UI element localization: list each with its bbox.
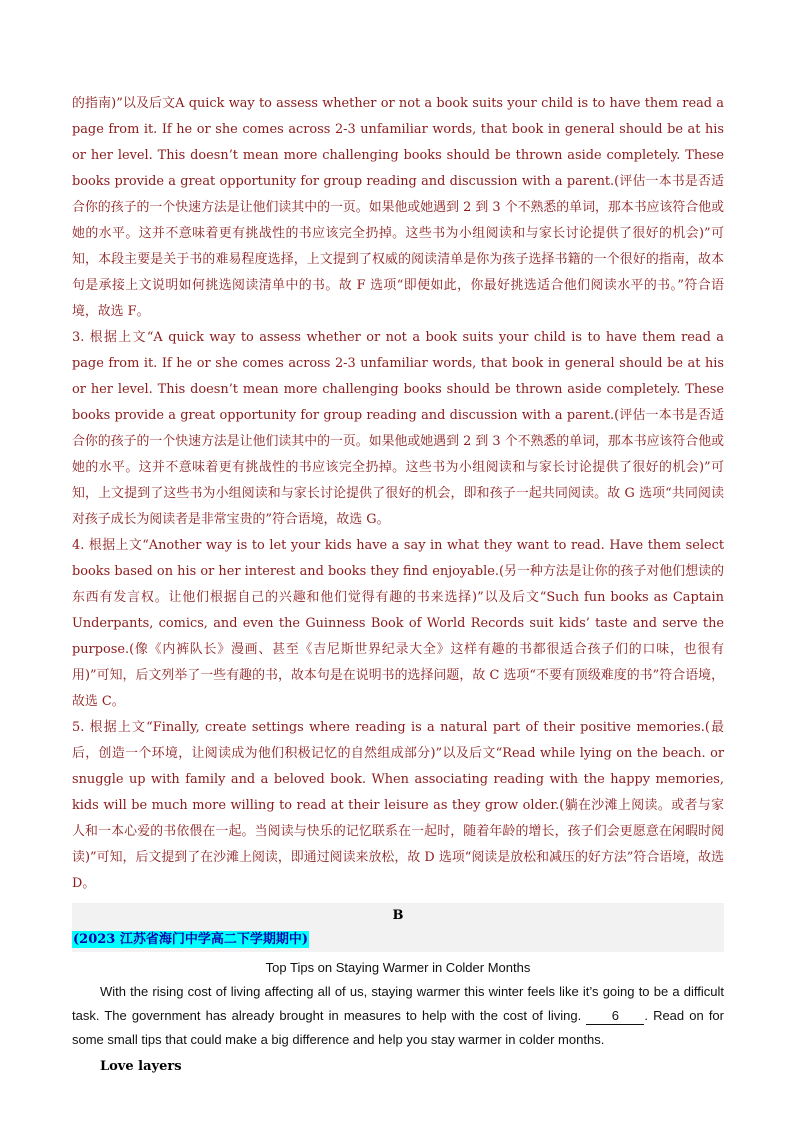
explanation-paragraph-2: 的指南)”以及后文A quick way to assess whether or not a book suits your child is to have them read a page from it. If he or she comes across 2-3 unfamiliar words, that book in general should be at his or her level. This doesn’t mean more challenging books should be thrown aside completely. These books provide a great opportunity for group reading and discussion with a parent.(评估一本书是否适合你的孩子的一个快速方法是让他们读其中的一页。如果他或她遇到 2 到 3 个不熟悉的单词，那本书应该符合他或她的水平。这并不意味着更有挑战性的书应该完全扔掉。这些书为小组阅读和与家长讨论提供了很好的机会)”可知，本段主要是关于书的难易程度选择，上文提到了权威的阅读清单是你为孩子选择书籍的一个很好的指南，故本句是承接上文说明如何挑选阅读清单中的书。故 F 选项“即便如此，你最好挑选适合他们阅读水平的书。”符合语境，故选 F。 (72, 96, 724, 319)
passage-body (72, 980, 724, 1052)
section-label: B (72, 903, 724, 928)
explanation-paragraph-5: 5. 根据上文“Finally, create settings where reading is a natural part of their positive memories.(最后，创造一个环境，让阅读成为他们积极记忆的自然组成部分)”以及后文“Read while lying on the beach. or snuggle up with family and a beloved book. When associating reading with the happy memories, kids will be much more willing to read at their leisure as they grow older.(躺在沙滩上阅读。或者与家人和一本心爱的书依偎在一起。当阅读与快乐的记忆联系在一起时，随着年龄的增长，孩子们会更愿意在闲暇时阅读)”可知，后文提到了在沙滩上阅读，即通过阅读来放松，故 D 选项“阅读是放松和减压的好方法”符合语境，故选 D。 (72, 720, 724, 891)
blank-6: 6 (586, 1008, 644, 1025)
answer-explanations (72, 91, 724, 897)
passage-text-before: With the rising cost of living affecting all of us, staying warmer this winter feels like it’s going to be a difficult task. The government has already brought in measures to help with the cost of living. (72, 984, 724, 1023)
passage-title: Top Tips on Staying Warmer in Colder Months (265, 960, 531, 975)
page-content (72, 91, 724, 1080)
passage-paragraph (72, 980, 724, 1052)
subheading: Love layers (100, 1059, 182, 1074)
source-tag: (2023 江苏省海门中学高二下学期期中) (73, 932, 309, 947)
explanation-paragraph-4: 4. 根据上文“Another way is to let your kids have a say in what they want to read. Have them select books based on his or her interest and books they find enjoyable.(另一种方法是让你的孩子对他们想读的东西有发言权。让他们根据自己的兴趣和他们觉得有趣的书来选择)”以及后文“Such fun books as Captain Underpants, comics, and even the Guinness Book of World Records suit kids’ taste and serve the purpose.(像《内裤队长》漫画、甚至《吉尼斯世界纪录大全》这样有趣的书都很适合孩子们的口味，也很有用)”可知，后文列举了一些有趣的书，故本句是在说明书的选择问题，故 C 选项“不要有顶级难度的书”符合语境，故选 C。 (72, 538, 724, 709)
passage-text-after: . Read on for some small tips that could make a big difference and help you stay warmer in colder months. (72, 1008, 724, 1047)
source-band (72, 928, 724, 952)
explanation-paragraph-3: 3. 根据上文“A quick way to assess whether or not a book suits your child is to have them read a page from it. If he or she comes across 2-3 unfamiliar words, that book in general should be at his or her level. This doesn’t mean more challenging books should be thrown aside completely. These books provide a great opportunity for group reading and discussion with a parent.(评估一本书是否适合你的孩子的一个快速方法是让他们读其中的一页。如果他或她遇到 2 到 3 个不熟悉的单词，那本书应该符合他或她的水平。这并不意味着更有挑战性的书应该完全扔掉。这些书为小组阅读和与家长讨论提供了很好的机会)”可知，上文提到了这些书为小组阅读和与家长讨论提供了很好的机会，即和孩子一起共同阅读。故 G 选项“共同阅读对孩子成长为阅读者是非常宝贵的”符合语境，故选 G。 (72, 330, 724, 527)
